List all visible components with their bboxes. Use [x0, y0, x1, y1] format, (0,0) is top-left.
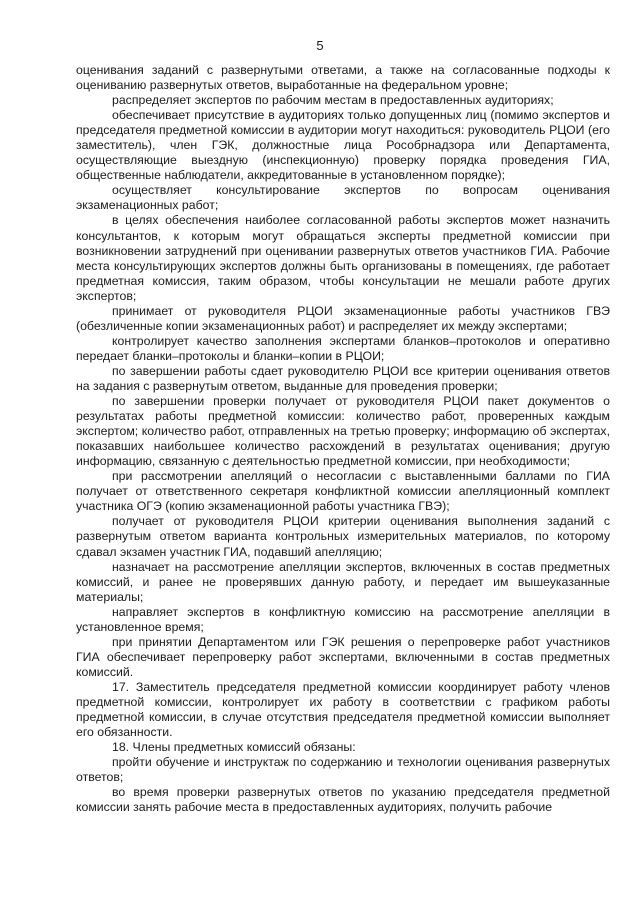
paragraph: в целях обеспечения наиболее согласованной работы экспертов может назначить консультантов, к которым могут обращаться эксперты предметной комиссии при возникновении затруднений при оценивании развернутых ответов участников ГИА. Рабочие места консультирующих экспертов должны быть организованы в помещениях, где работает предметная комиссия, таким образом, чтобы консультации не мешали работе других экспертов; [76, 213, 610, 303]
paragraph: распределяет экспертов по рабочим местам в предоставленных аудиториях; [112, 93, 554, 108]
paragraph: назначает на рассмотрение апелляции экспертов, включенных в состав предметных комиссий, и ранее не проверявших данную работу, и передает им вышеуказанные материалы; [76, 559, 610, 604]
paragraph: получает от руководителя РЦОИ критерии оценивания выполнения заданий с развернутым ответом варианта контрольных измерительных материалов, по которому сдавал экзамен участник ГИА, подавший апелляцию; [76, 514, 610, 559]
paragraph: контролирует качество заполнения экспертами бланков–протоколов и оперативно передает бланки–протоколы и бланки–копии в РЦОИ; [76, 333, 610, 363]
paragraph: осуществляет консультирование экспертов по вопросам оценивания экзаменационных работ; [76, 183, 610, 213]
document-body [76, 63, 610, 815]
paragraph: при рассмотрении апелляций о несогласии с выставленными баллами по ГИА получает от ответственного секретаря конфликтной комиссии апелляционный комплект участника ОГЭ (копию экзаменационной работы участника ГВЭ); [76, 469, 610, 514]
paragraph: пройти обучение и инструктаж по содержанию и технологии оценивания развернутых ответов; [76, 755, 610, 785]
paragraph: оценивания заданий с развернутыми ответами, а также на согласованные подходы к оцениванию развернутых ответов, выработанные на федеральном уровне; [76, 63, 610, 93]
paragraph: при принятии Департаментом или ГЭК решения о перепроверке работ участников ГИА обеспечивает перепроверку работ экспертами, включенными в состав предметных комиссий. [76, 634, 610, 679]
paragraph: во время проверки развернутых ответов по указанию председателя предметной комиссии занять рабочие места в предоставленных аудиториях, получить рабочие [76, 785, 610, 815]
paragraph: по завершении проверки получает от руководителя РЦОИ пакет документов о результатах работы предметной комиссии: количество работ, проверенных каждым экспертом; количество работ, отправленных на третью проверку; информацию об экспертах, показавших наибольшее количество расхождений в результатах оценивания; другую информацию, связанную с деятельностью предметной комиссии, при необходимости; [76, 394, 610, 469]
paragraph: 17. Заместитель председателя предметной комиссии координирует работу членов предметной комиссии, контролирует их работу в соответствии с графиком работы предметной комиссии, в случае отсутствия председателя предметной комиссии выполняет его обязанности. [76, 679, 610, 740]
paragraph: 18. Члены предметных комиссий обязаны: [112, 740, 356, 755]
page-number: 5 [316, 38, 324, 53]
paragraph: обеспечивает присутствие в аудиториях только допущенных лиц (помимо экспертов и председателя предметной комиссии в аудитории могут находиться: руководитель РЦОИ (его заместитель), член ГЭК, должностные лица Рособрнадзора или Департамента, осуществляющие выездную (инспекционную) проверку порядка проведения ГИА, общественные наблюдатели, аккредитованные в установленном порядке); [76, 108, 610, 183]
paragraph: по завершении работы сдает руководителю РЦОИ все критерии оценивания ответов на задания с развернутым ответом, выданные для проведения проверки; [76, 363, 610, 393]
paragraph: принимает от руководителя РЦОИ экзаменационные работы участников ГВЭ (обезличенные копии экзаменационных работ) и распределяет их между экспертами; [76, 303, 610, 333]
paragraph: направляет экспертов в конфликтную комиссию на рассмотрение апелляции в установленное время; [76, 604, 610, 634]
